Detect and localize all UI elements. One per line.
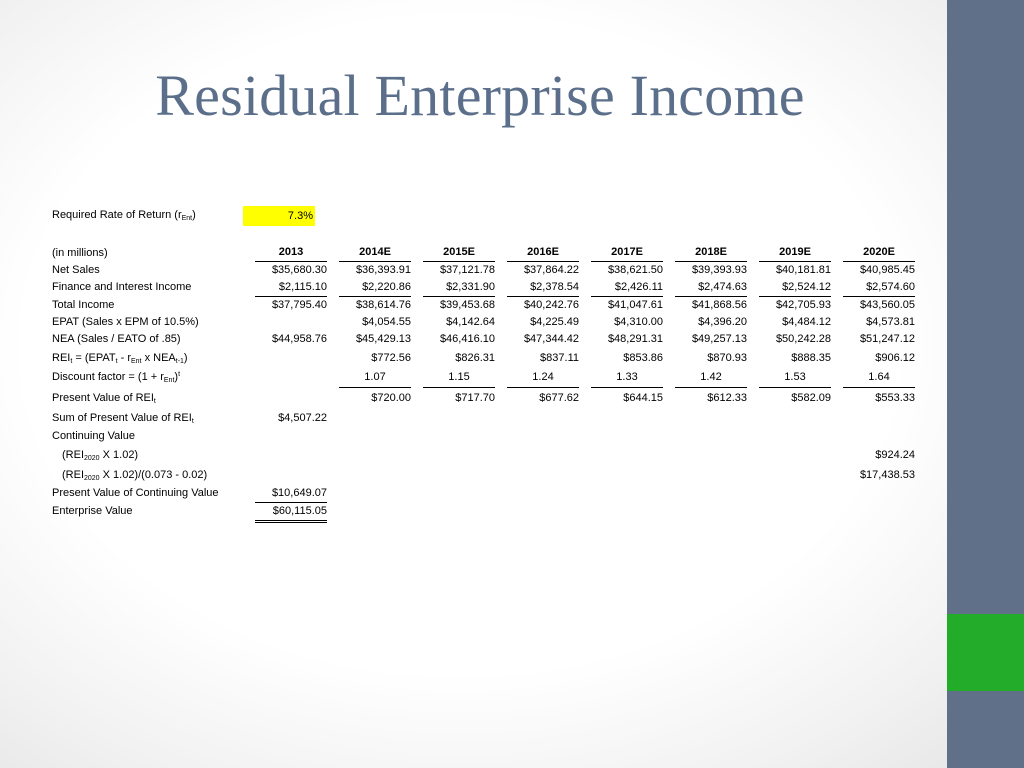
- table-cell: $35,680.30: [271, 264, 327, 276]
- table-row-finance-income: [48, 279, 915, 297]
- row-label: ($REI_{2020}$ X 1.02): [62, 449, 139, 462]
- table-cell: [255, 348, 327, 368]
- year-header: 2014E: [339, 244, 411, 262]
- year-header: 2019E: [759, 244, 831, 262]
- table-cell: $48,291.31: [607, 333, 663, 345]
- row-label: Enterprise Value: [52, 505, 133, 517]
- table-cell: 1.07: [339, 368, 411, 388]
- table-cell: 1.42: [675, 368, 747, 388]
- year-header: 2016E: [507, 244, 579, 262]
- year-header: 2013: [255, 244, 327, 262]
- table-cell: $43,560.05: [859, 299, 915, 311]
- year-header: 2018E: [675, 244, 747, 262]
- table-cell: $4,573.81: [866, 316, 915, 328]
- table-row-pv-cv: [48, 485, 915, 503]
- table-cell: $39,453.68: [439, 299, 495, 311]
- year-header: 2020E: [843, 244, 915, 262]
- table-cell: $2,524.12: [759, 279, 831, 297]
- row-label: Discount factor = $(1 + r_{Ent})^t$: [52, 371, 181, 384]
- table-cell: 1.24: [507, 368, 579, 388]
- table-cell: $837.11: [540, 352, 579, 364]
- table-cell: $644.15: [623, 392, 663, 404]
- table-cell: 1.33: [591, 368, 663, 388]
- table-cell: $39,393.93: [691, 264, 747, 276]
- row-label: ($REI_{2020}$ X 1.02)/(0.073 - 0.02): [62, 469, 208, 482]
- table-cell: $36,393.91: [355, 264, 411, 276]
- required-rate-label: Required Rate of Return $(r_{Ent})$: [52, 209, 196, 222]
- table-cell: [255, 388, 327, 408]
- table-cell: $612.33: [707, 392, 747, 404]
- table-row-cv-formula: [48, 465, 915, 485]
- table-cell: $45,429.13: [355, 333, 411, 345]
- slide-title: Residual Enterprise Income: [155, 63, 805, 128]
- table-row-pv-rei: [48, 388, 915, 408]
- table-cell: $37,121.78: [439, 264, 495, 276]
- year-header: 2015E: [423, 244, 495, 262]
- table-cell: $870.93: [707, 352, 747, 364]
- table-cell: $720.00: [371, 392, 411, 404]
- table-cell: $46,416.10: [439, 333, 495, 345]
- table-row-rei: [48, 348, 915, 368]
- table-cell: $38,614.76: [355, 299, 411, 311]
- table-cell: $4,142.64: [446, 316, 495, 328]
- table-cell: $4,507.22: [278, 412, 327, 424]
- table-cell: $677.62: [539, 392, 579, 404]
- table-row-sum-pv: [48, 408, 915, 428]
- table-cell: $49,257.13: [691, 333, 747, 345]
- table-cell: $41,047.61: [607, 299, 663, 311]
- table-row-total-income: [48, 297, 915, 314]
- table-cell: $4,484.12: [782, 316, 831, 328]
- table-cell: $40,181.81: [775, 264, 831, 276]
- required-rate-value: 7.3%: [243, 206, 315, 226]
- table-cell: 1.15: [423, 368, 495, 388]
- table-cell: $4,054.55: [362, 316, 411, 328]
- table-cell: 1.53: [759, 368, 831, 388]
- table-cell: $924.24: [875, 449, 915, 461]
- table-cell: $17,438.53: [859, 469, 915, 481]
- row-label: EPAT (Sales x EPM of 10.5%): [52, 316, 199, 328]
- table-cell: $826.31: [455, 352, 495, 364]
- table-cell: $41,868.56: [691, 299, 747, 311]
- table-cell: $906.12: [875, 352, 915, 364]
- table-cell: $717.70: [455, 392, 495, 404]
- table-cell: $50,242.28: [775, 333, 831, 345]
- row-label: Net Sales: [52, 264, 100, 276]
- row-label: $REI_t$ = ($EPAT_t - r_{Ent}$ x $NEA_{t-1}$): [52, 352, 188, 365]
- row-label: NEA (Sales / EATO of .85): [52, 333, 181, 345]
- table-cell: $37,864.22: [523, 264, 579, 276]
- table-cell: $10,649.07: [255, 485, 327, 503]
- table-row-cv-rei: [48, 445, 915, 465]
- row-label: Present Value of $REI_t$: [52, 392, 156, 405]
- year-header: 2017E: [591, 244, 663, 262]
- table-cell: [255, 368, 327, 388]
- table-row-discount-factor: [48, 368, 915, 388]
- table-cell: $40,242.76: [523, 299, 579, 311]
- table-row-nea: [48, 331, 915, 348]
- table-cell: $4,310.00: [614, 316, 663, 328]
- table-cell: $772.56: [371, 352, 411, 364]
- row-label: Present Value of Continuing Value: [52, 487, 219, 499]
- table-row-epat: [48, 314, 915, 331]
- table-cell: $42,705.93: [775, 299, 831, 311]
- table-cell: $40,985.45: [859, 264, 915, 276]
- table-cell: $2,574.60: [843, 279, 915, 297]
- row-label: Finance and Interest Income: [52, 281, 192, 293]
- row-label: Continuing Value: [52, 430, 135, 442]
- required-rate-row: [48, 206, 348, 226]
- table-cell: $2,115.10: [255, 279, 327, 297]
- table-row-continuing-value: [48, 428, 915, 445]
- row-label: Sum of Present Value of $REI_t$: [52, 412, 194, 425]
- table-cell: $4,396.20: [698, 316, 747, 328]
- row-label: Total Income: [52, 299, 115, 311]
- table-cell: $4,225.49: [530, 316, 579, 328]
- table-cell: $2,426.11: [591, 279, 663, 297]
- table-cell: $44,958.76: [271, 333, 327, 345]
- table-cell: $2,474.63: [675, 279, 747, 297]
- table-cell: 1.64: [843, 368, 915, 388]
- table-cell: $60,115.05: [255, 503, 327, 523]
- table-cell: $888.35: [791, 352, 831, 364]
- table-cell: $47,344.42: [523, 333, 579, 345]
- table-cell: $2,220.86: [339, 279, 411, 297]
- table-header-row: [48, 244, 915, 262]
- financial-table: [36, 244, 927, 523]
- table-cell: $853.86: [623, 352, 663, 364]
- table-row-enterprise-value: [48, 503, 915, 523]
- unit-label: (in millions): [52, 246, 108, 259]
- table-cell: $37,795.40: [271, 299, 327, 311]
- table-cell: $2,378.54: [507, 279, 579, 297]
- table-cell: $38,621.50: [607, 264, 663, 276]
- table-row-net-sales: [48, 262, 915, 279]
- table-cell: $2,331.90: [423, 279, 495, 297]
- table-cell: $553.33: [875, 392, 915, 404]
- side-accent-block: [947, 614, 1024, 691]
- table-cell: $51,247.12: [859, 333, 915, 345]
- table-cell: [255, 314, 327, 331]
- table-cell: $582.09: [791, 392, 831, 404]
